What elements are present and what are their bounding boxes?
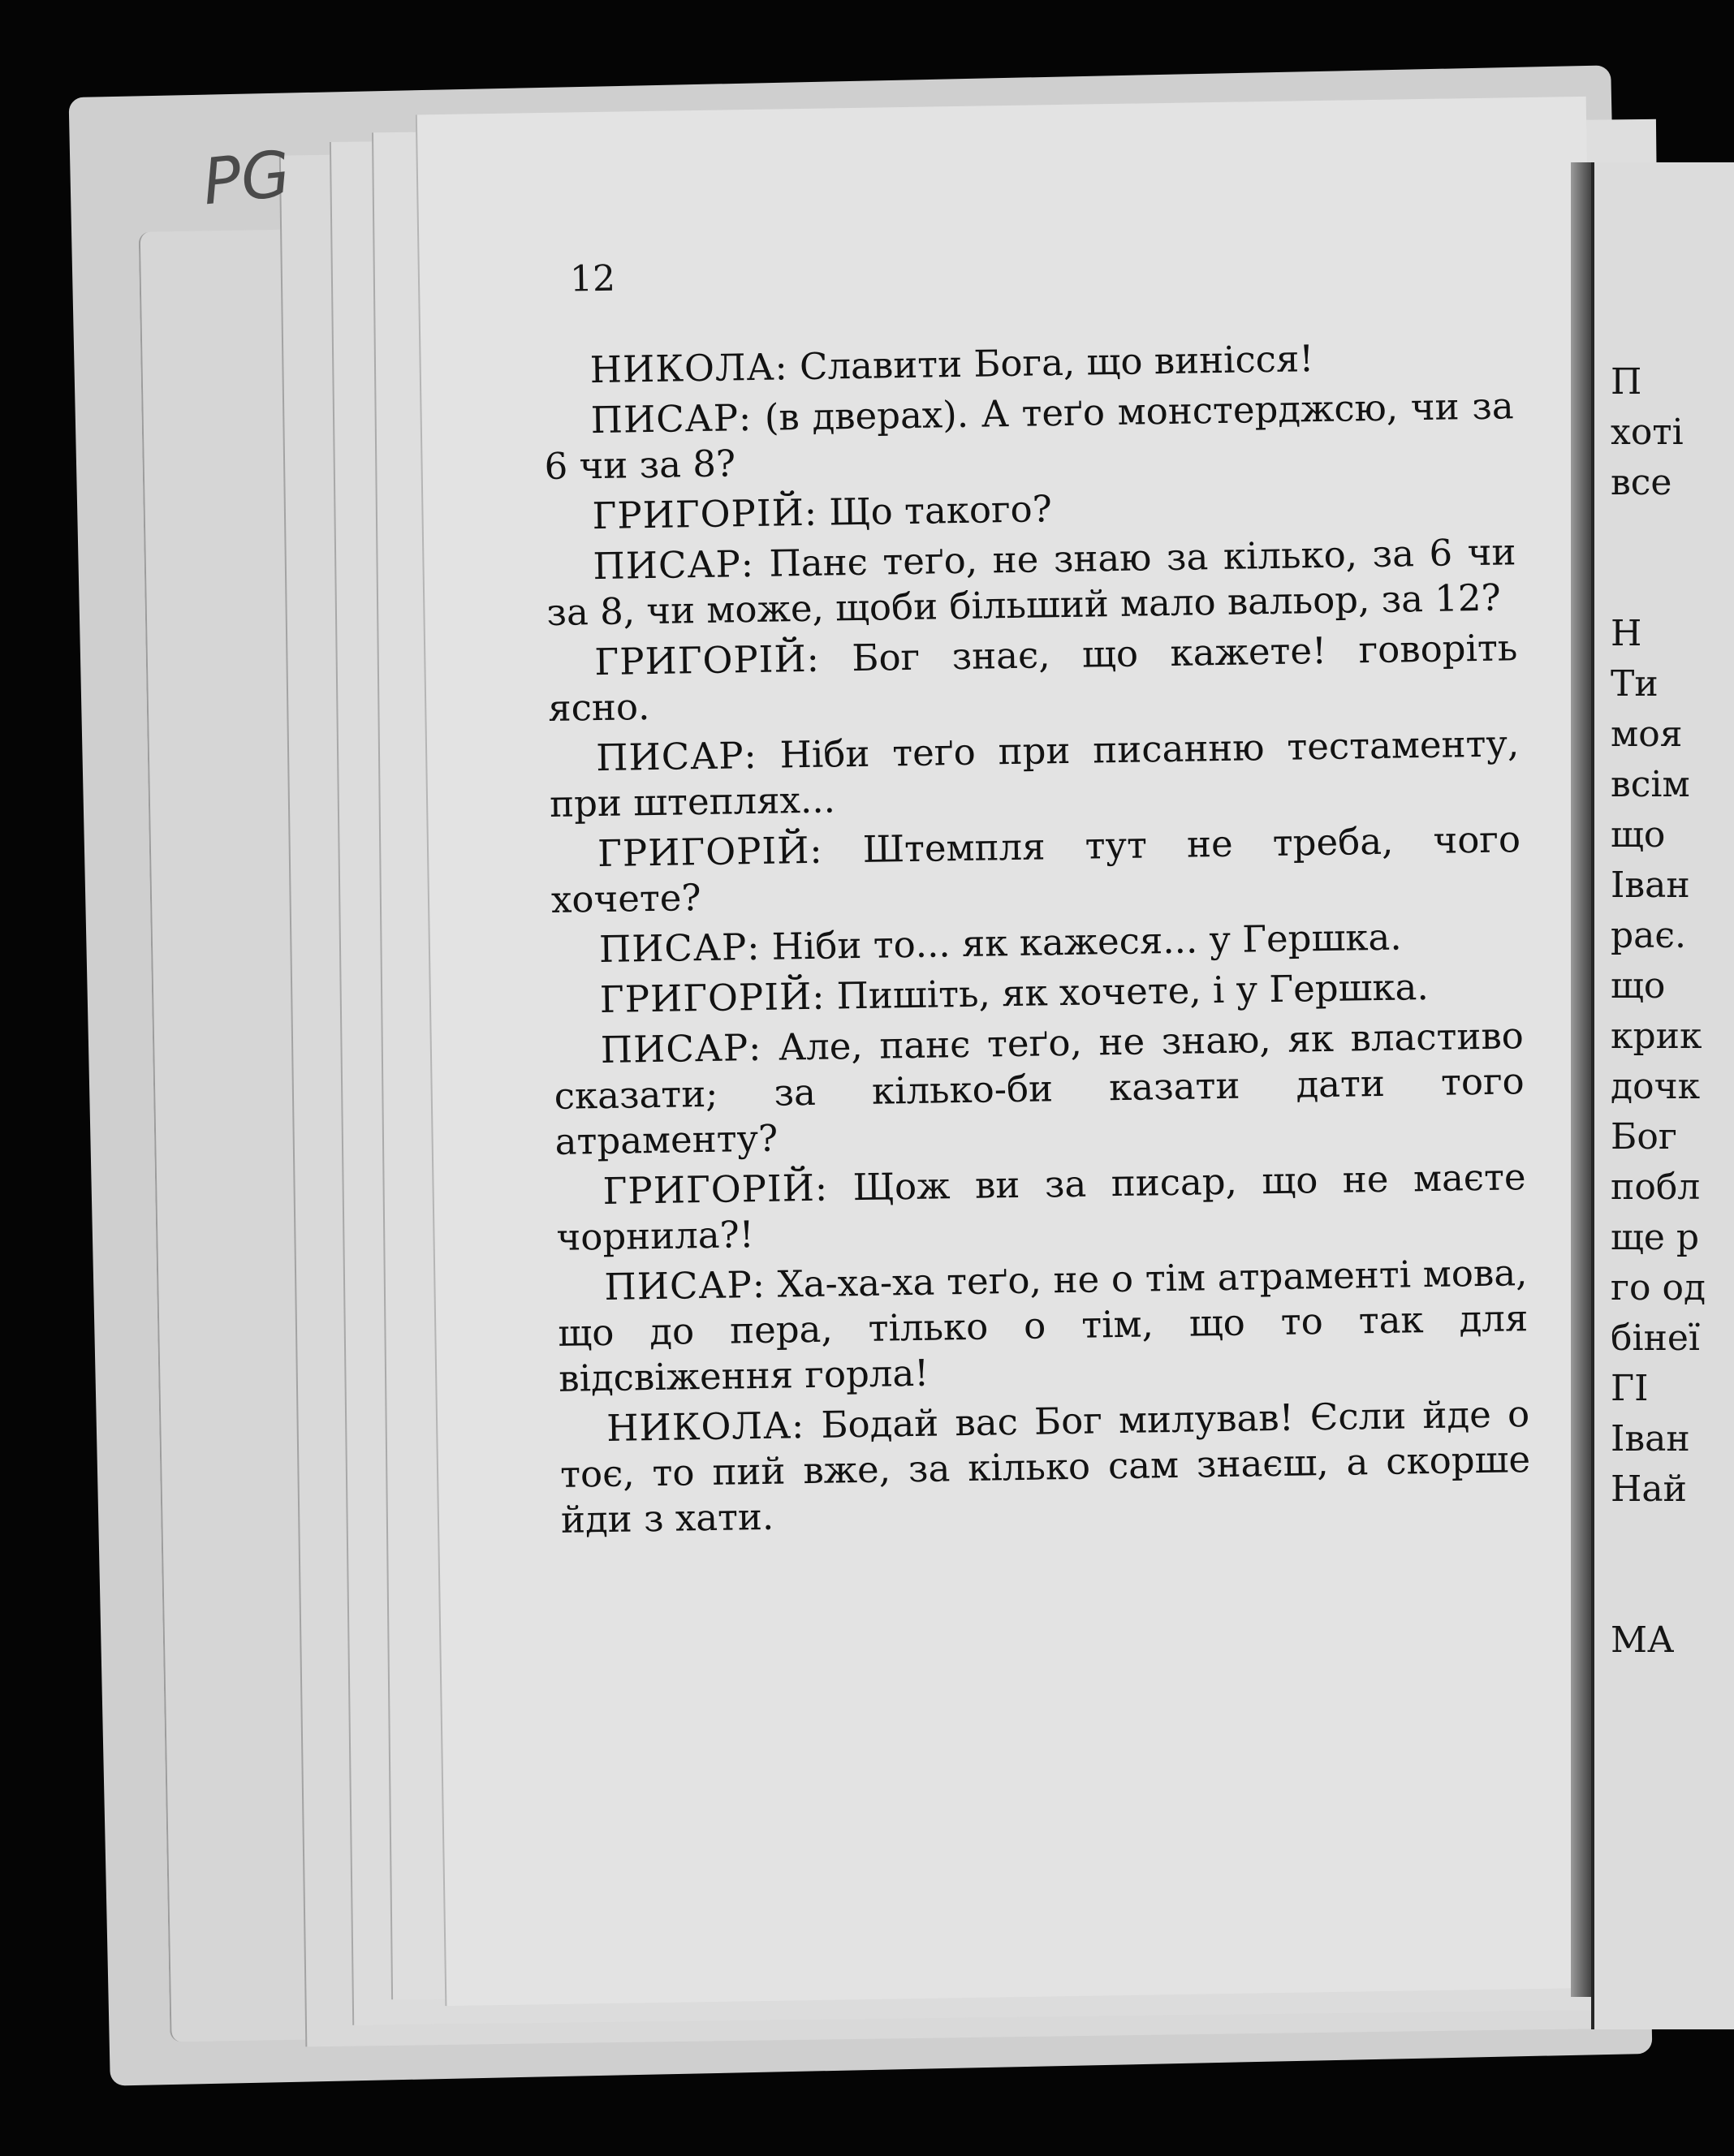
dialogue-paragraph [557,1250,1529,1402]
dialogue-text: Штемпля тут не треба, чого хочете? [550,817,1521,921]
facing-page-line: що [1611,965,1666,1007]
facing-page-text [1611,357,1734,1666]
facing-page-line: Іван [1611,865,1690,906]
dialogue-text: Бодай вас Бог милував! Єсли йде о тоє, то пий вже, за кілько сам знаєш, а скорше йди з хати. [559,1392,1531,1542]
dialogue-text: Ніби то... як кажеся... у Гершка. [771,915,1402,968]
facing-page-line: крик [1611,1015,1702,1057]
speaker-name: ПИСАР: [593,541,755,589]
dialogue-paragraph [553,963,1524,1024]
facing-page-line: Най [1611,1468,1687,1510]
dialogue-text: Ніби теґо при писанню тестаменту, при штеплях... [549,722,1520,826]
speaker-name: ПИСАР: [590,396,753,442]
dialogue-paragraph [549,721,1520,827]
dialogue-text: Але, панє теґо, не знаю, як властиво сказати; за кілько-би казати дати того атраменту? [554,1014,1525,1163]
page-text [542,333,1531,1548]
speaker-name: ПИСАР: [604,1262,766,1309]
dialogue-text: Ха-ха-ха теґо, не о тім атраменті мова, що до пера, тілько о тім, що то так для відсвіження горла! [557,1251,1529,1400]
facing-page-line: побл [1611,1166,1701,1208]
facing-page-line: моя [1611,714,1683,755]
speaker-name: НИКОЛА: [589,345,789,392]
facing-page-line [1611,1565,1734,1615]
speaker-name: ПИСАР: [598,925,761,972]
facing-page-line: го од [1611,1267,1706,1309]
dialogue-paragraph [542,333,1513,394]
handwritten-mark: PG [199,137,294,220]
facing-page-line: Н [1611,613,1642,654]
dialogue-text: Славити Бога, що винісся! [799,337,1314,389]
facing-page-line: МА [1611,1619,1675,1661]
dialogue-text: Щож ви за писар, що не маєте чорнила?! [556,1155,1526,1259]
dialogue-paragraph [545,479,1516,540]
speaker-name: ГРИГОРІЙ: [592,490,818,538]
speaker-name: ГРИГОРІЙ: [597,828,823,876]
speaker-name: НИКОЛА: [606,1404,805,1450]
dialogue-paragraph [559,1391,1531,1543]
dialogue-text: Бог знає, що кажете! говоріть ясно. [547,626,1518,730]
facing-page-line: всім [1611,764,1690,805]
book-page [416,97,1615,2006]
dialogue-text: Що такого? [828,487,1053,534]
dialogue-paragraph [553,1013,1525,1165]
facing-page-line: Ти [1611,663,1659,705]
facing-page-line [1611,1515,1734,1565]
facing-page-line: все [1611,462,1672,503]
dialogue-paragraph [547,625,1519,731]
page-number: 12 [569,257,616,300]
facing-page-line: хоті [1611,412,1684,453]
speaker-name: ГРИГОРІЙ: [593,636,821,684]
facing-page-line: що [1611,814,1666,856]
dialogue-text: Панє теґо, не знаю за кілько, за 6 чи за 8, чи може, щоби більший мало вальор, за 12? [546,530,1516,635]
dialogue-text: (в дверах). А теґо монстерджсю, чи за 6 чи за 8? [544,384,1515,489]
speaker-name: ГРИГОРІЙ: [602,1166,829,1214]
facing-page-line: рає. [1611,915,1687,956]
speaker-name: ПИСАР: [595,733,758,780]
dialogue-paragraph [550,817,1522,923]
dialogue-text: Пишіть, як хочете, і у Гершка. [836,965,1430,1018]
dialogue-paragraph [555,1154,1527,1261]
dialogue-paragraph [552,912,1523,973]
facing-page-line: ще р [1611,1217,1700,1258]
facing-page-line: ГІ [1611,1368,1649,1409]
speaker-name: ПИСАР: [600,1025,762,1072]
dialogue-paragraph [546,529,1517,636]
facing-page-line: П [1611,361,1642,403]
facing-page-line [1611,508,1734,558]
facing-page-line: бінеї [1611,1317,1700,1359]
facing-page [1591,162,1734,2029]
facing-page-line: дочк [1611,1066,1701,1107]
dialogue-paragraph [543,383,1515,489]
speaker-name: ГРИГОРІЙ: [599,974,826,1022]
facing-page-line: Іван [1611,1418,1690,1460]
facing-page-line [1611,558,1734,609]
facing-page-line: Бог [1611,1116,1677,1158]
